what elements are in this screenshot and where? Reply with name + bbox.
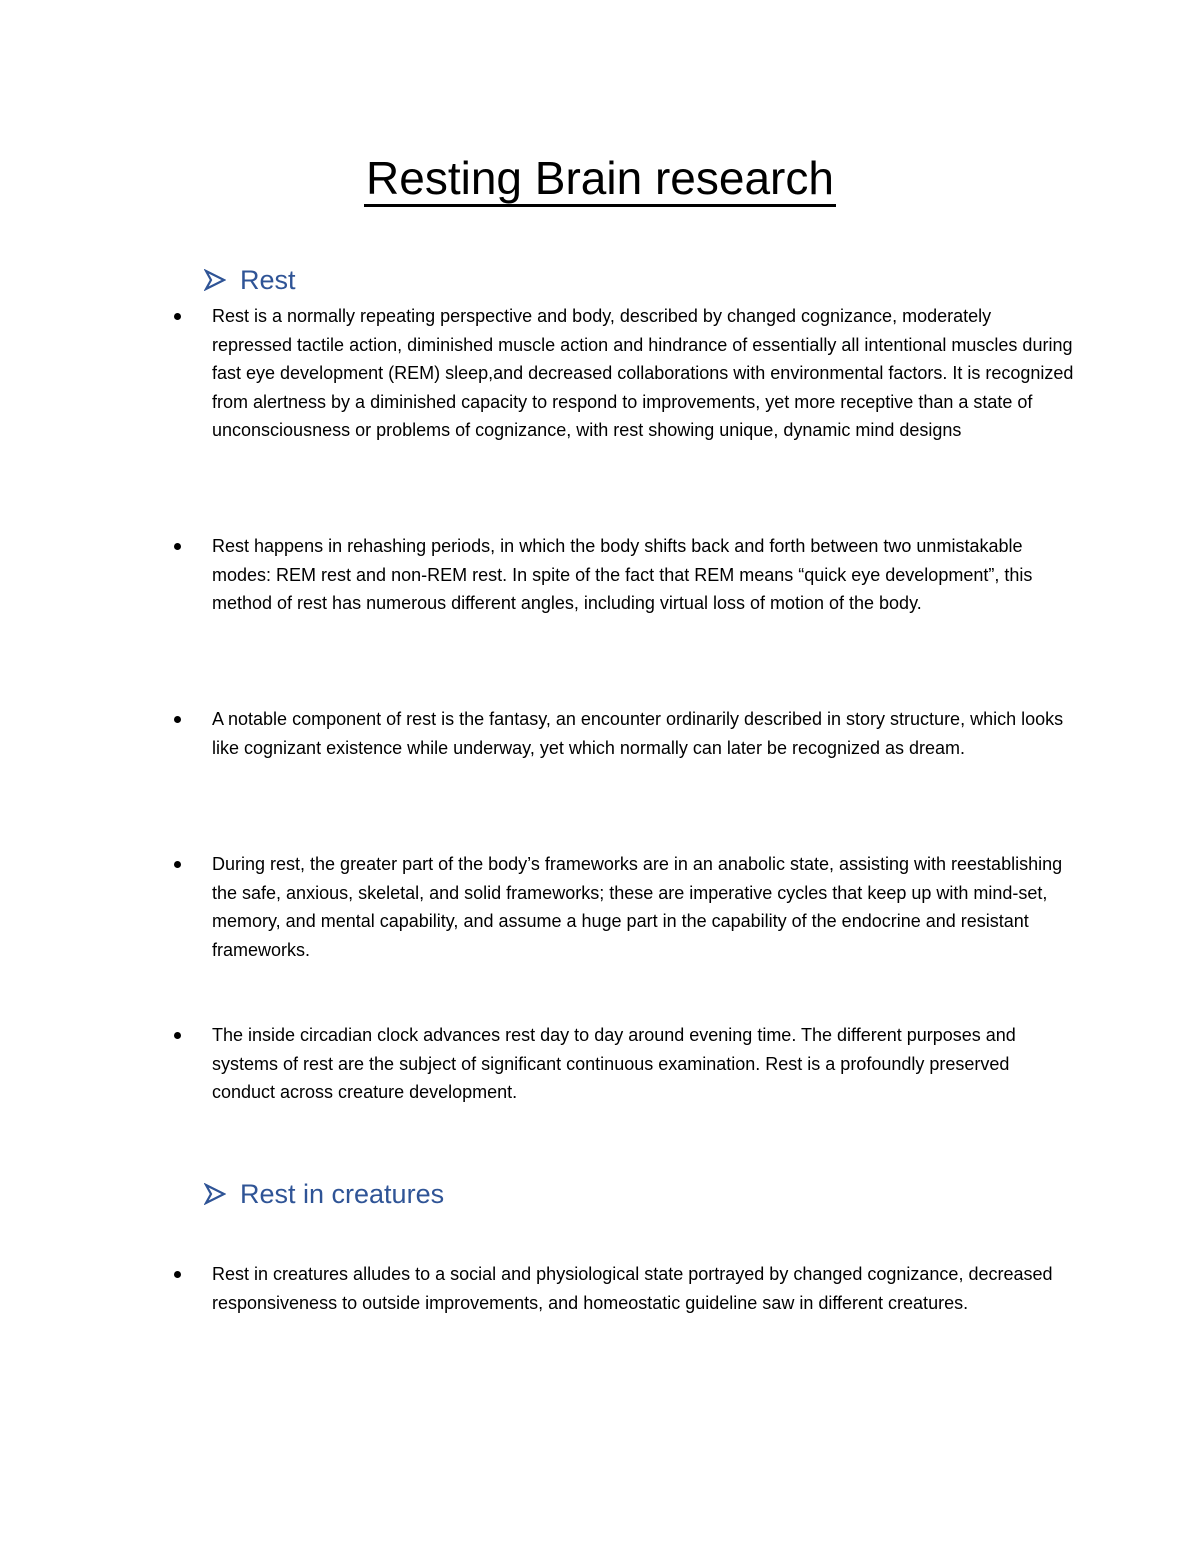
- arrowhead-bullet-icon: [204, 1183, 226, 1205]
- list-item: [174, 1260, 1074, 1317]
- round-bullet-icon: [174, 861, 181, 868]
- document-title-text: Resting Brain research: [364, 152, 836, 207]
- list-item-text: The inside circadian clock advances rest day to day around evening time. The different purposes and systems of rest are the subject of significant continuous examination. Rest is a profoundly preserved conduct across creature development.: [212, 1025, 1016, 1103]
- list-item-text: During rest, the greater part of the body’s frameworks are in an anabolic state, assisting with reestablishing the safe, anxious, skeletal, and solid frameworks; these are imperative cycles that keep up with mind-set, memory, and mental capability, and assume a huge part in the capability of the endocrine and resistant frameworks.: [212, 854, 1063, 960]
- section-heading-rest-in-creatures: [204, 1176, 444, 1212]
- list-item: [174, 302, 1074, 445]
- round-bullet-icon: [174, 716, 181, 723]
- list-item: [174, 705, 1074, 762]
- round-bullet-icon: [174, 1271, 181, 1278]
- list-item: [174, 1021, 1074, 1107]
- list-item: [174, 532, 1074, 618]
- section-heading-text: Rest: [240, 265, 296, 295]
- round-bullet-icon: [174, 543, 181, 550]
- list-item-text: Rest is a normally repeating perspective and body, described by changed cognizance, moderately repressed tactile action, diminished muscle action and hindrance of essentially all intentional muscles during fast eye development (REM) sleep,and decreased collaborations with environmental factors. It is recognized from alertness by a diminished capacity to respond to improvements, yet more receptive than a state of unconsciousness or problems of cognizance, with rest showing unique, dynamic mind designs: [212, 306, 1074, 441]
- document-title: [0, 148, 1200, 208]
- list-item-text: Rest happens in rehashing periods, in which the body shifts back and forth between two unmistakable modes: REM rest and non-REM rest. In spite of the fact that REM means “quick eye development”, this method of rest has numerous different angles, including virtual loss of motion of the body.: [212, 536, 1033, 614]
- section-heading-text: Rest in creatures: [240, 1179, 445, 1209]
- arrowhead-bullet-icon: [204, 269, 226, 291]
- list-item-text: Rest in creatures alludes to a social and physiological state portrayed by changed cognizance, decreased responsiveness to outside improvements, and homeostatic guideline saw in different creatures.: [212, 1264, 1053, 1313]
- list-item-text: A notable component of rest is the fantasy, an encounter ordinarily described in story structure, which looks like cognizant existence while underway, yet which normally can later be recognized as dream.: [212, 709, 1064, 758]
- list-item: [174, 850, 1074, 964]
- section-heading-rest: [204, 262, 296, 298]
- round-bullet-icon: [174, 1032, 181, 1039]
- round-bullet-icon: [174, 313, 181, 320]
